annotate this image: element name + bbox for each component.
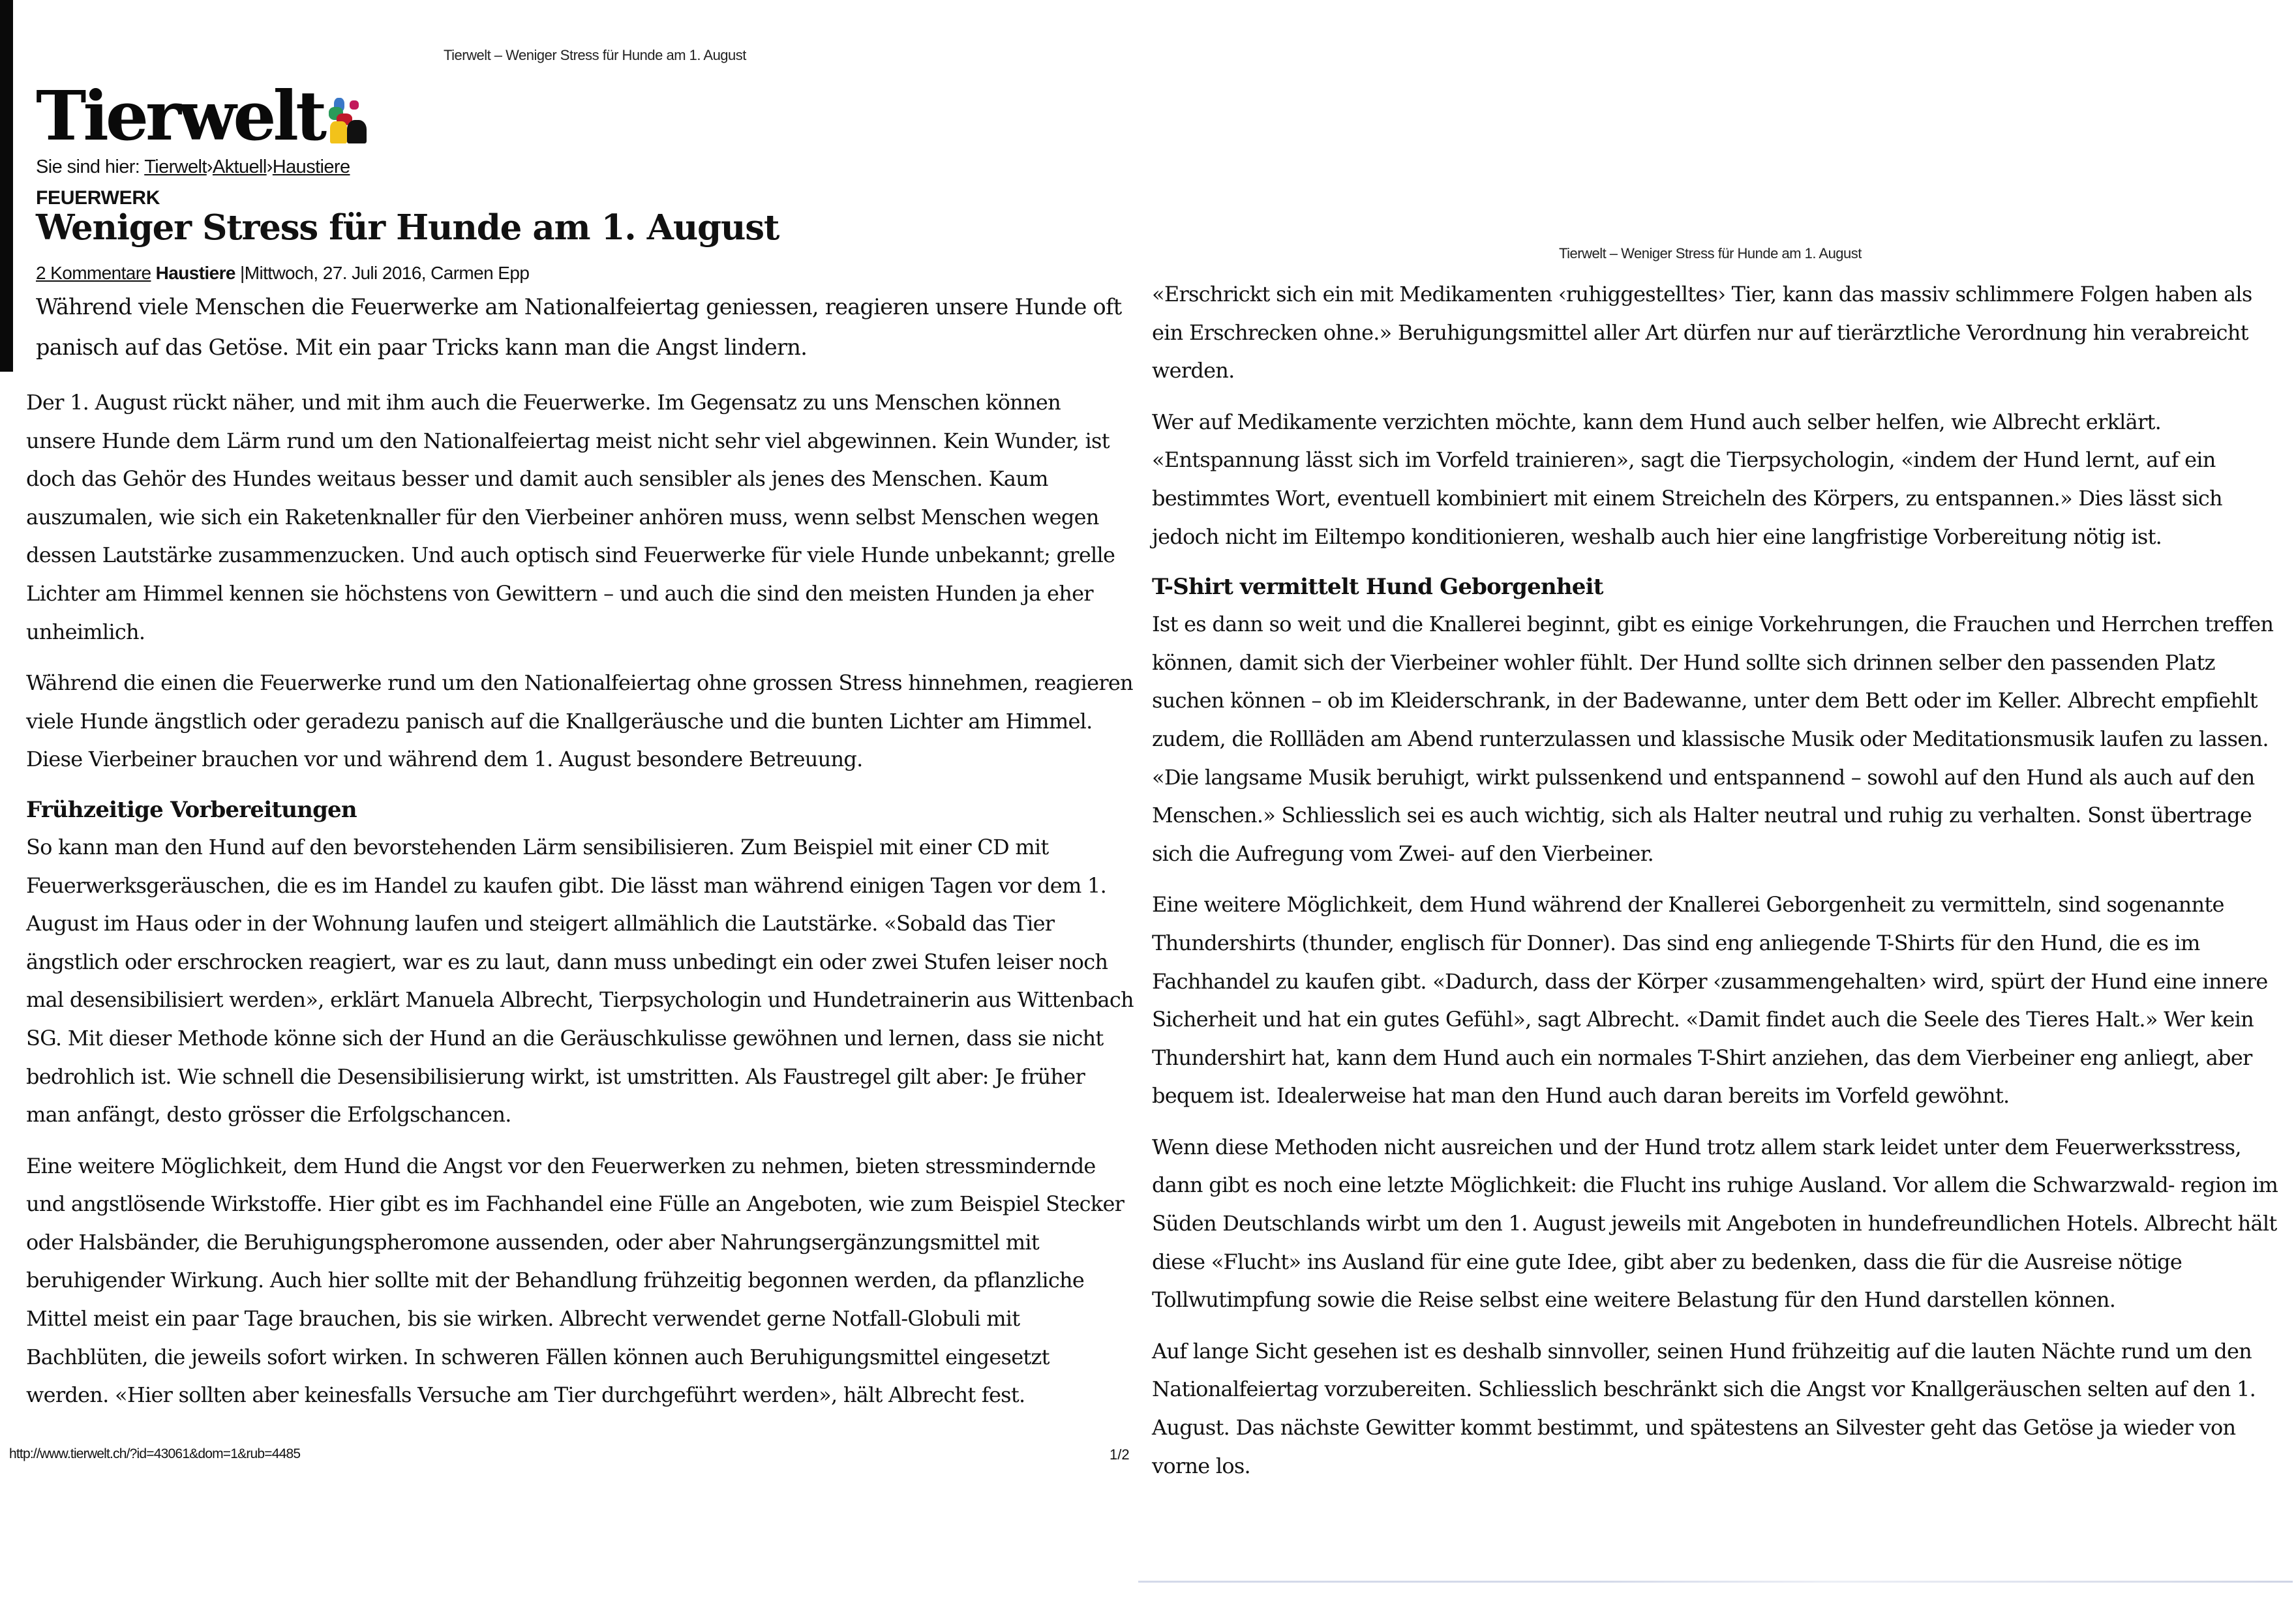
article-kicker: FEUERWERK bbox=[36, 187, 160, 209]
breadcrumb-link-aktuell[interactable]: Aktuell bbox=[212, 157, 267, 177]
print-page-2 bbox=[1135, 0, 2296, 1612]
paragraph: Während die einen die Feuerwerke rund um den Nationalfeiertag ohne grossen Stress hinnehmen, reagieren viele Hunde ängstlich oder geradezu panisch auf die Knallgeräusche und die bunten Lichter am Himmel. Diese Vierbeiner brauchen vor und während dem 1. August besondere Betreuung. bbox=[26, 670, 1133, 772]
paragraph: Ist es dann so weit und die Knallerei beginnt, gibt es einige Vorkehrungen, die Frauchen und Herrchen treffen können, damit sich der Vierbeiner wohler fühlt. Der Hund sollte sich drinnen selber den passenden Platz suchen können – ob im Kleiderschrank, in der Badewanne, unter dem Bett oder im Keller. Albrecht empfiehlt zudem, die Rollläden am Abend runterzulassen und klassische Musik oder Meditationsmusik laufen zu lassen. «Die langsame Musik beruhigt, wirkt pulssenkend und entspannend – sowohl auf den Hund als auch auf den Menschen.» Schliesslich sei es auch wichtig, sich als Halter neutral und ruhig zu verhalten. Sonst übertrage sich die Aufregung vom Zwei- auf den Vierbeiner. bbox=[1152, 612, 2274, 866]
breadcrumb-prefix: Sie sind hier: bbox=[36, 157, 140, 177]
animal-group-icon bbox=[327, 97, 368, 143]
article-meta bbox=[36, 263, 529, 284]
article-lead: Während viele Menschen die Feuerwerke am Nationalfeiertag geniessen, reagieren unsere Hunde oft panisch auf das Getöse. Mit ein paar Tricks kann man die Angst lindern. bbox=[36, 294, 1122, 360]
print-header: Tierwelt – Weniger Stress für Hunde am 1. August bbox=[1559, 245, 1862, 261]
paragraph: Wenn diese Methoden nicht ausreichen und der Hund trotz allem stark leidet unter dem Feuerwerksstress, dann gibt es noch eine letzte Möglichkeit: die Flucht ins ruhige Ausland. Vor allem die Schwarzwald- region im Süden Deutschlands wirbt um den 1. August jeweils mit Angeboten in hundefreundlichen Hotels. Albrecht hält diese «Flucht» ins Ausland für eine gute Idee, gibt aber zu bedenken, dass die für die Ausreise nötige Tollwutimpfung sowie die Reise selbst eine weitere Belastung für den Hund darstellen können. bbox=[1152, 1134, 2278, 1313]
paragraph: Eine weitere Möglichkeit, dem Hund die Angst vor den Feuerwerken zu nehmen, bieten stressmindernde und angstlösende Wirkstoffe. Hier gibt es im Fachhandel eine Fülle an Angeboten, wie zum Beispiel Stecker oder Halsbänder, die Beruhigungspheromone aussenden, oder aber Nahrungsergänzungsmittel mit beruhigender Wirkung. Auch hier sollte mit der Behandlung frühzeitig begonnen werden, da pflanzliche Mittel meist ein paar Tage brauchen, bis sie wirken. Albrecht verwendet gerne Notfall-Globuli mit Bachblüten, die jeweils sofort wirken. In schweren Fällen können auch Beruhigungsmittel eingesetzt werden. «Hier sollten aber keinesfalls Versuche am Tier durchgeführt werden», hält Albrecht fest. bbox=[26, 1153, 1125, 1408]
paragraph: «Erschrickt sich ein mit Medikamenten ‹ruhiggestelltes› Tier, kann das massiv schlimmere Folgen haben als ein Erschrecken ohne.» Beruhigungsmittel aller Art dürfen nur auf tierärztliche Verordnung hin verabreicht werden. bbox=[1152, 282, 2252, 383]
footer-url: http://www.tierwelt.ch/?id=43061&dom=1&rub=4485 bbox=[9, 1446, 301, 1461]
section-heading: Frühzeitige Vorbereitungen bbox=[26, 796, 357, 823]
scan-artifact-line bbox=[1138, 1581, 2293, 1583]
breadcrumb-separator: › bbox=[266, 157, 273, 177]
print-header: Tierwelt – Weniger Stress für Hunde am 1. August bbox=[444, 47, 746, 63]
page-number: 1/2 bbox=[1110, 1446, 1130, 1463]
article-category: Haustiere bbox=[155, 263, 235, 283]
site-logo[interactable] bbox=[36, 76, 368, 156]
article-date-author: Mittwoch, 27. Juli 2016, Carmen Epp bbox=[244, 263, 530, 283]
breadcrumb-link-haustiere[interactable]: Haustiere bbox=[272, 157, 350, 177]
comments-link[interactable]: 2 Kommentare bbox=[36, 263, 151, 283]
breadcrumb bbox=[36, 157, 350, 178]
meta-separator: | bbox=[240, 263, 245, 283]
paragraph: So kann man den Hund auf den bevorstehenden Lärm sensibilisieren. Zum Beispiel mit einer CD mit Feuerwerksgeräuschen, die es im Handel zu kaufen gibt. Die lässt man während einigen Tagen vor dem 1. August im Haus oder in der Wohnung laufen und steigert allmählich die Lautstärke. «Sobald das Tier ängstlich oder erschrocken reagiert, war es zu laut, dann muss unbedingt ein oder zwei Stufen leiser noch mal desensibilisiert werden», erklärt Manuela Albrecht, Tierpsychologin und Hundetrainerin aus Wittenbach SG. Mit dieser Methode könne sich der Hund an die Geräuschkulisse gewöhnen und lernen, dass sie nicht bedrohlich ist. Wie schnell die Desensibilisierung wirkt, ist umstritten. Als Faustregel gilt aber: Je früher man anfängt, desto grösser die Erfolgschancen. bbox=[26, 834, 1134, 1127]
article-title: Weniger Stress für Hunde am 1. August bbox=[36, 207, 779, 248]
paragraph: Auf lange Sicht gesehen ist es deshalb sinnvoller, seinen Hund frühzeitig auf die lauten Nächte rund um den Nationalfeiertag vorzubereiten. Schliesslich beschränkt sich die Angst vor Knallgeräuschen selten auf den 1. August. Das nächste Gewitter kommt bestimmt, und spätestens an Silvester geht das Getöse ja wieder von vorne los. bbox=[1152, 1338, 2256, 1478]
breadcrumb-separator: › bbox=[206, 157, 213, 177]
article-body-page-1 bbox=[26, 383, 1135, 1427]
logo-text: Tierwelt bbox=[36, 76, 324, 156]
section-heading: T-Shirt vermittelt Hund Geborgenheit bbox=[1152, 574, 1603, 601]
breadcrumb-link-tierwelt[interactable]: Tierwelt bbox=[144, 157, 207, 177]
paragraph: Eine weitere Möglichkeit, dem Hund während der Knallerei Geborgenheit zu vermitteln, sind sogenannte Thundershirts (thunder, englisch für Donner). Das sind eng anliegende T-Shirts für den Hund, die es im Fachhandel zu kaufen gibt. «Dadurch, dass der Körper ‹zusammengehalten› wird, spürt der Hund eine innere Sicherheit und hat ein gutes Gefühl», sagt Albrecht. «Damit findet auch die Seele des Tieres Halt.» Wer kein Thundershirt hat, kann dem Hund auch ein normales T-Shirt anziehen, das dem Vierbeiner eng anliegt, aber bequem ist. Idealerweise hat man den Hund auch daran bereits im Vorfeld gewöhnt. bbox=[1152, 892, 2268, 1109]
article-body-page-2 bbox=[1152, 275, 2287, 1498]
paragraph: Wer auf Medikamente verzichten möchte, kann dem Hund auch selber helfen, wie Albrecht erklärt. «Entspannung lässt sich im Vorfeld trainieren», sagt die Tierpsychologin, «indem der Hund lernt, auf ein bestimmtes Wort, eventuell kombiniert mit einem Streicheln des Körpers, zu entspannen.» Dies lässt sich jedoch nicht im Eiltempo konditionieren, weshalb auch hier eine langfristige Vorbereitung nötig ist. bbox=[1152, 409, 2222, 549]
paragraph: Der 1. August rückt näher, und mit ihm auch die Feuerwerke. Im Gegensatz zu uns Menschen können unsere Hunde dem Lärm rund um den Nationalfeiertag meist nicht sehr viel abgewinnen. Kein Wunder, ist doch das Gehör des Hundes weitaus besser und damit auch sensibler als jenes des Menschen. Kaum auszumalen, wie sich ein Raketenknaller für den Vierbeiner anhören muss, wenn selbst Menschen wegen dessen Lautstärke zusammenzucken. Und auch optisch sind Feuerwerke für viele Hunde unbekannt; grelle Lichter am Himmel kennen sie höchstens von Gewittern – und auch die sind den meisten Hunden ja eher unheimlich. bbox=[26, 390, 1115, 644]
